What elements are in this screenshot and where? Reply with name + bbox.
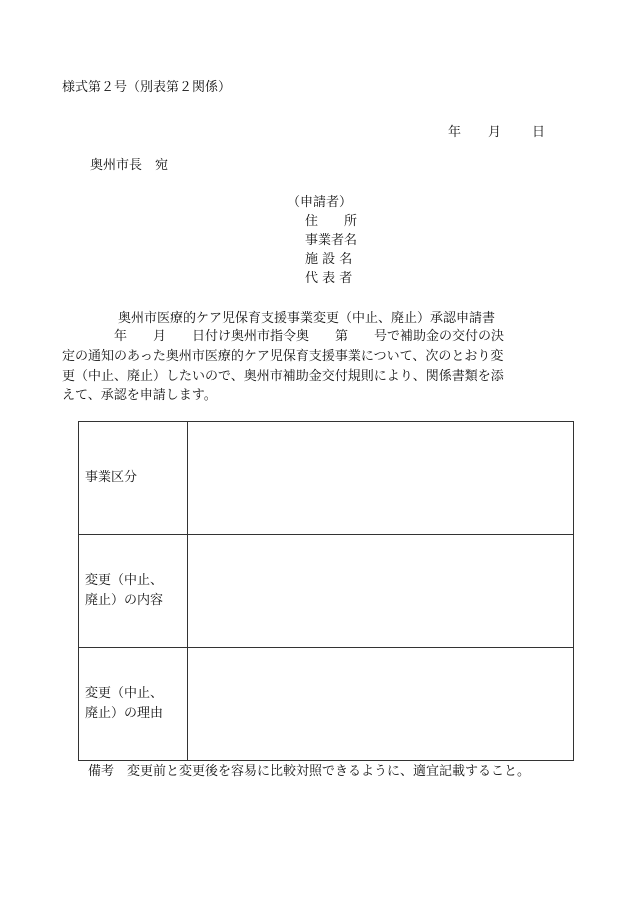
business-category-label — [79, 422, 188, 535]
table-row — [79, 535, 574, 648]
change-content-field[interactable] — [188, 535, 574, 648]
date-month: 月 — [488, 125, 502, 140]
change-content-label — [79, 535, 188, 648]
change-content-text-1: 変更（中止、 — [85, 572, 164, 588]
applicant-address-label: 住 所 — [305, 214, 358, 229]
application-table — [78, 421, 574, 761]
business-category-text: 事業区分 — [85, 469, 138, 485]
date-year: 年 — [448, 125, 462, 140]
applicant-representative-label: 代 表 者 — [305, 271, 353, 286]
change-reason-text-2: 廃止）の理由 — [85, 706, 164, 721]
table-row — [79, 648, 574, 761]
applicant-business-name-label: 事業者名 — [305, 233, 358, 248]
body-line-3: 更（中止、廃止）したいので、奥州市補助金交付規則により、関係書類を添 — [62, 369, 504, 384]
body-line-2: 定の通知のあった奥州市医療的ケア児保育支援事業について、次のとおり変 — [62, 349, 504, 364]
change-reason-text-1: 変更（中止、 — [85, 685, 164, 701]
applicant-heading: （申請者） — [287, 195, 353, 210]
change-reason-field[interactable] — [188, 648, 574, 761]
document-title: 奥州市医療的ケア児保育支援事業変更（中止、廃止）承認申請書 — [118, 311, 496, 326]
change-reason-label — [79, 648, 188, 761]
form-number: 様式第２号（別表第２関係） — [62, 80, 232, 95]
change-content-text-2: 廃止）の内容 — [85, 593, 164, 608]
business-category-field[interactable] — [188, 422, 574, 535]
body-line-4: えて、承認を申請します。 — [62, 388, 217, 403]
body-line-1: 年 月 日付け奥州市指令奥 第 号で補助金の交付の決 — [62, 329, 505, 344]
remarks: 備考 変更前と変更後を容易に比較対照できるように、適宜記載すること。 — [88, 764, 531, 779]
table-row — [79, 422, 574, 535]
applicant-facility-name-label: 施 設 名 — [305, 252, 353, 267]
date-day: 日 — [532, 125, 546, 140]
addressee: 奥州市長 宛 — [90, 158, 169, 173]
